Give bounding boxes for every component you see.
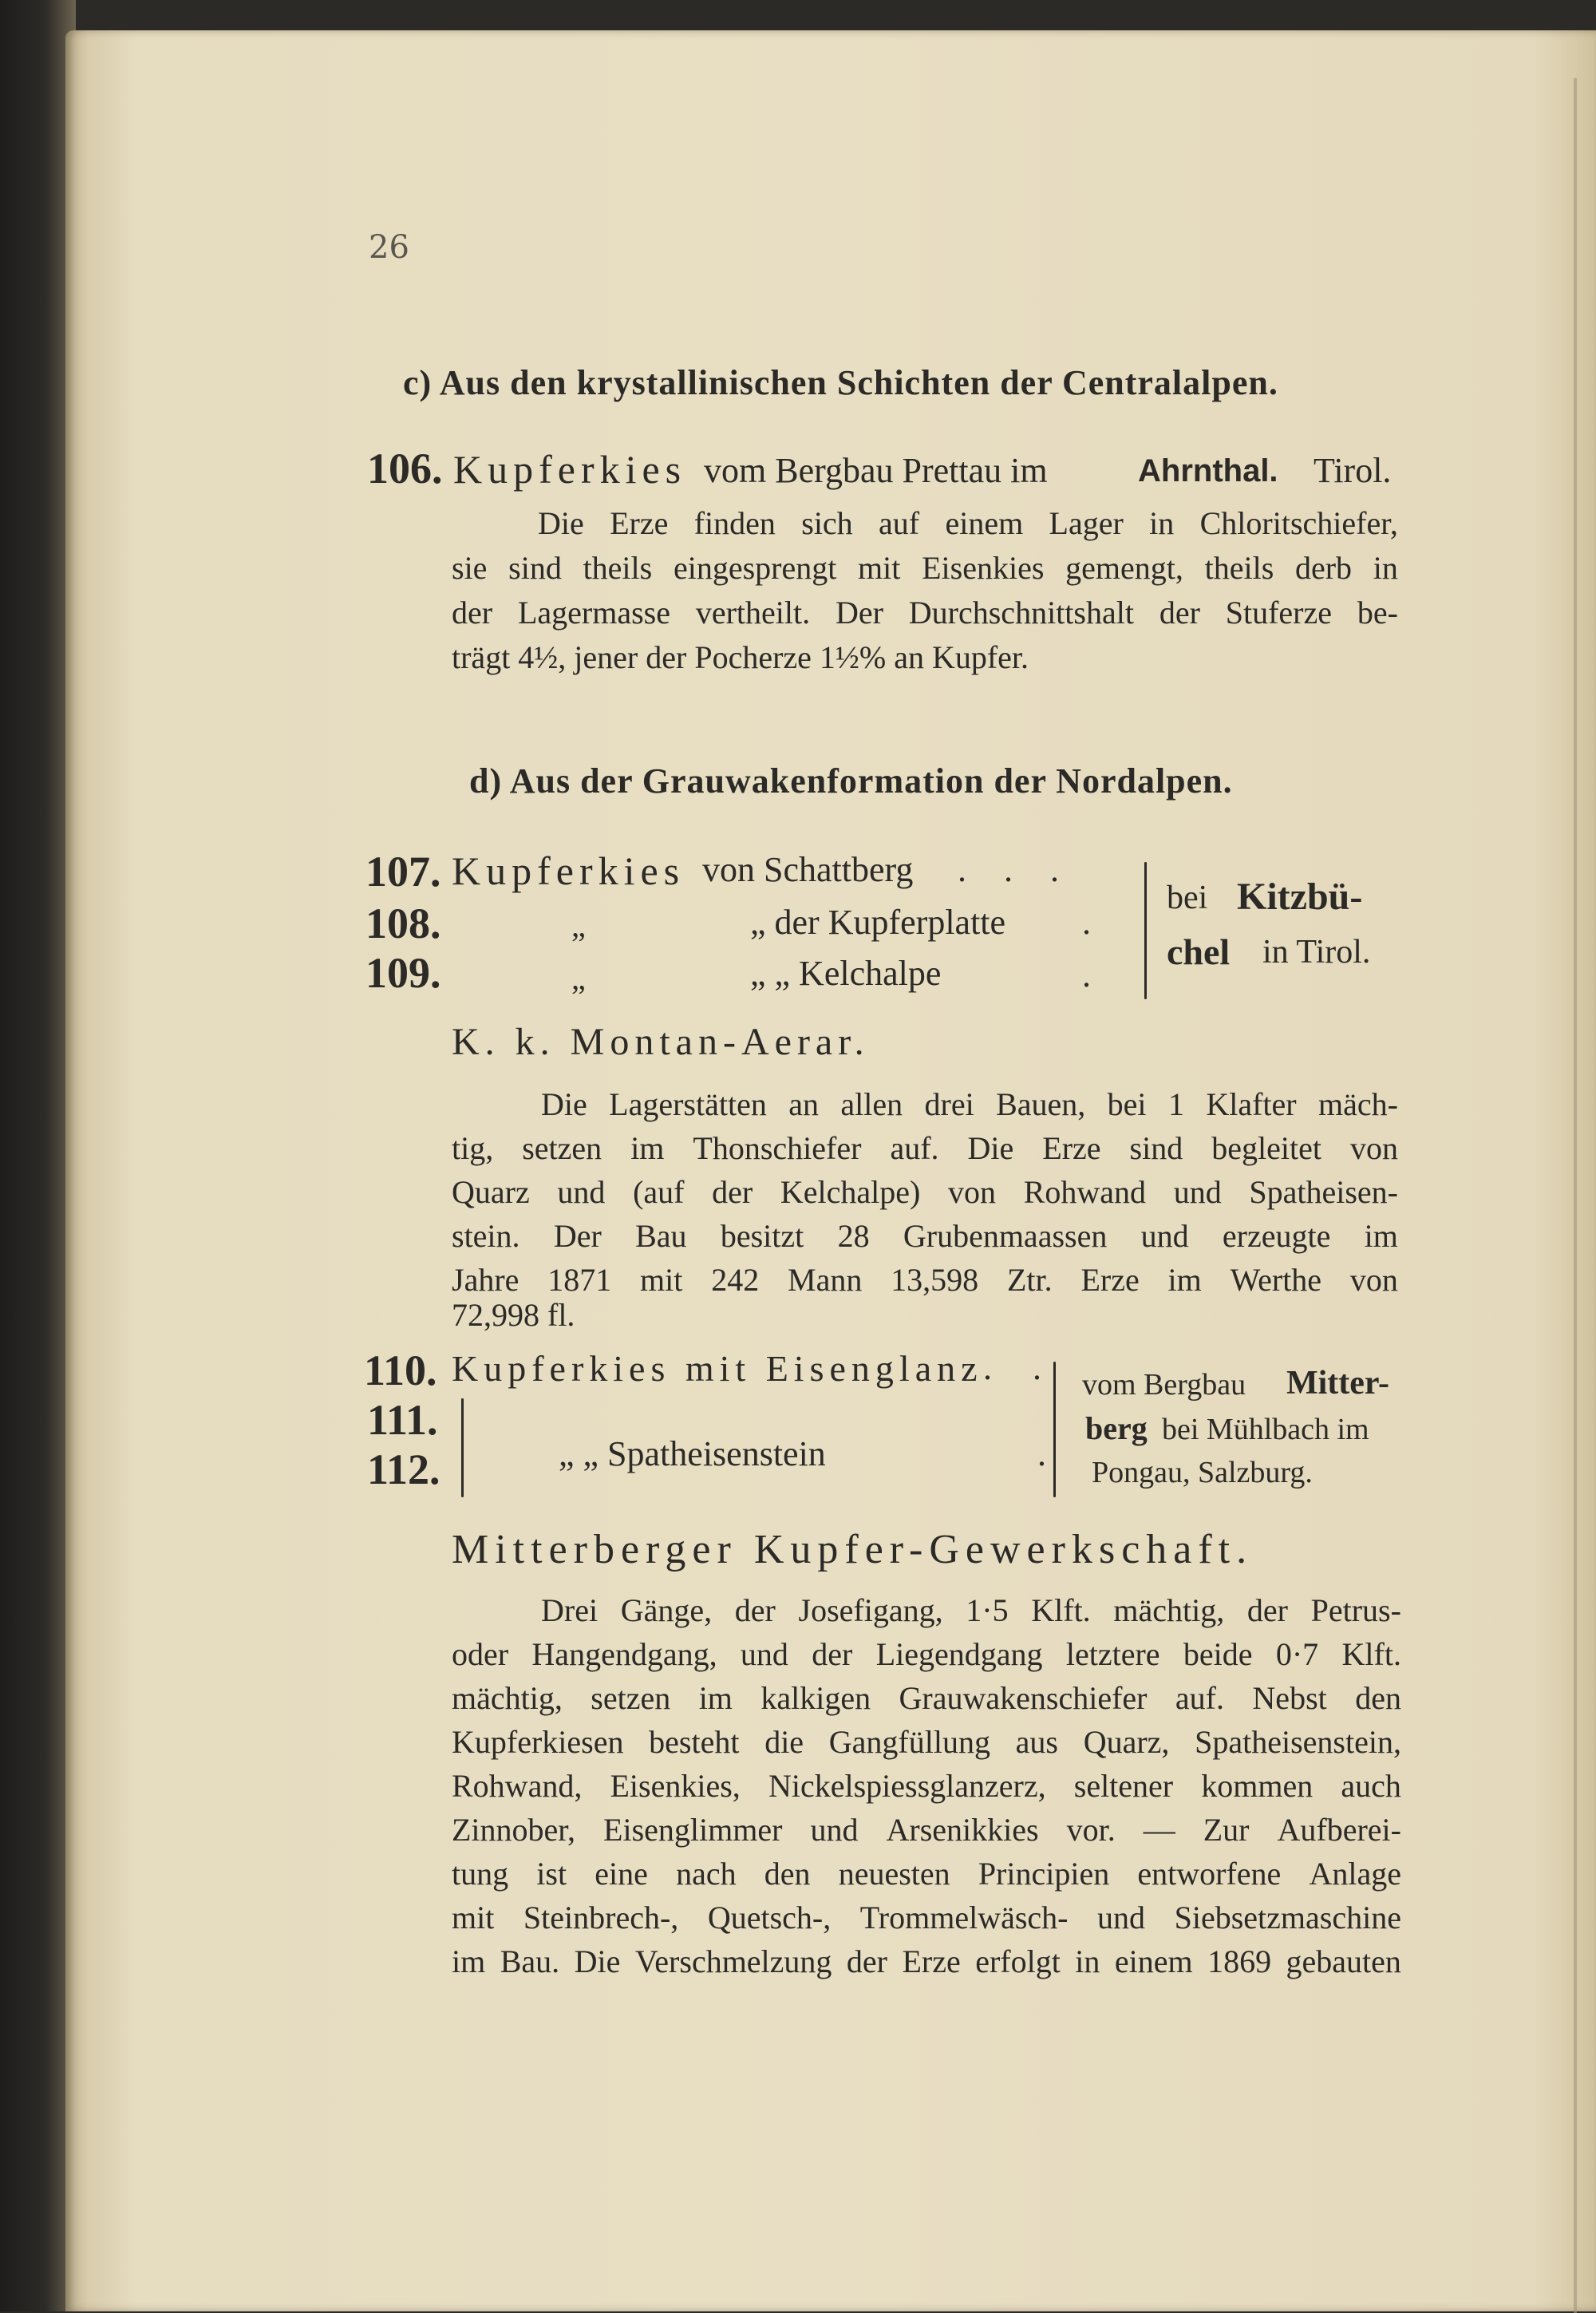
items-107-109-last-line: 72,998 fl. — [452, 1297, 575, 1333]
word: eine — [595, 1856, 648, 1892]
paragraph-line — [452, 1264, 1398, 1296]
item-106-text: vom Bergbau Prettau im — [704, 451, 1048, 490]
word: Klft. — [1341, 1636, 1401, 1672]
word: in — [1075, 1943, 1100, 1979]
word: in — [1149, 505, 1175, 541]
word: besitzt — [720, 1218, 804, 1254]
word: seltener — [1073, 1768, 1174, 1804]
word: erzeugte — [1222, 1218, 1331, 1254]
word: Nebst — [1252, 1680, 1327, 1716]
word: der — [812, 1636, 853, 1672]
word: Petrus- — [1310, 1592, 1401, 1628]
word: Aufberei- — [1277, 1812, 1401, 1848]
word: auf. — [1175, 1680, 1224, 1716]
word: Erze — [902, 1943, 961, 1979]
word: entworfene — [1137, 1856, 1282, 1892]
word: Klft. — [1031, 1592, 1091, 1628]
word: Lager — [1049, 505, 1124, 541]
word: Gangfüllung — [828, 1724, 990, 1760]
word: und — [740, 1636, 788, 1672]
word: setzen — [522, 1130, 602, 1166]
loc-110-line2: bei Mühlbach im — [1162, 1413, 1369, 1446]
word: Spatheisen- — [1249, 1174, 1398, 1210]
word: Josefigang, — [798, 1592, 943, 1628]
word: im — [698, 1680, 733, 1716]
word: Eisenkies, — [610, 1768, 741, 1804]
word: Stuferze — [1225, 595, 1333, 631]
word: Bau — [635, 1218, 687, 1254]
item-109-place: „ „ Kelchalpe — [750, 954, 942, 993]
word: erfolgt — [975, 1943, 1061, 1979]
item-112-text: „ „ Spatheisenstein — [559, 1434, 826, 1473]
word: letztere — [1065, 1636, 1160, 1672]
word: sie — [452, 550, 488, 586]
word: Eisenglimmer — [603, 1812, 783, 1848]
word: Lagermasse — [517, 595, 670, 631]
word: Der — [553, 1218, 602, 1254]
word: tig, — [452, 1130, 494, 1166]
word: Zinnober, — [452, 1812, 576, 1848]
item-109-ditto: „ — [571, 960, 586, 996]
word: Thonschiefer — [693, 1130, 862, 1166]
word: kalkigen — [760, 1680, 871, 1716]
item-106-last-line: trägt 4½, jener der Pocherze 1½% an Kupfer. — [452, 639, 1029, 675]
item-106-region: Tirol. — [1314, 451, 1392, 490]
word: begleitet — [1211, 1130, 1321, 1166]
word: sich — [801, 505, 853, 541]
word: vor. — [1066, 1812, 1116, 1848]
item-109-number: 109. — [365, 949, 441, 997]
word: und — [1097, 1900, 1146, 1935]
word: Die — [541, 1086, 587, 1122]
word: von — [1349, 1262, 1398, 1298]
word: im — [452, 1943, 486, 1979]
word: der — [712, 1174, 753, 1210]
word: — — [1143, 1812, 1175, 1848]
word: und — [1140, 1218, 1189, 1254]
word: von — [948, 1174, 997, 1210]
word: derb — [1294, 550, 1353, 586]
word: bei — [1107, 1086, 1147, 1122]
page-number: 26 — [369, 229, 409, 266]
paragraph-line — [452, 1902, 1401, 1934]
word: der — [452, 595, 493, 631]
word: aus — [1015, 1724, 1058, 1760]
word: mächtig, — [1113, 1592, 1225, 1628]
word: im — [630, 1130, 665, 1166]
item-110-text: Kupferkies mit Eisenglanz — [452, 1348, 983, 1389]
item-107-mineral: Kupferkies — [452, 848, 685, 893]
paragraph-line — [452, 1814, 1401, 1846]
word: Die — [538, 505, 584, 541]
owner-mitterberger: Mitterberger Kupfer-Gewerkschaft. — [452, 1527, 1254, 1572]
word: Arsenikkies — [886, 1812, 1039, 1848]
item-108-place: „ der Kupferplatte — [750, 903, 1006, 942]
item-112-dots: . — [1037, 1434, 1046, 1473]
loc-110-line3: Pongau, Salzburg. — [1092, 1456, 1313, 1489]
word: setzen — [591, 1680, 671, 1716]
loc-110-line1-bold: Mitter- — [1286, 1365, 1389, 1402]
word: 28 — [837, 1218, 870, 1254]
paragraph-line — [452, 1176, 1398, 1208]
item-106-mineral: Kupferkies — [453, 447, 687, 492]
scan-background — [0, 0, 76, 2311]
word: Chloritschiefer, — [1199, 505, 1398, 541]
paragraph-line — [452, 552, 1398, 584]
word: stein. — [452, 1218, 520, 1254]
word: Nickelspiessglanzerz, — [768, 1768, 1046, 1804]
paragraph-line — [452, 1636, 1401, 1672]
word: im — [1364, 1218, 1398, 1254]
paragraph-line — [452, 1858, 1401, 1890]
word: Quarz — [452, 1174, 530, 1210]
word: Kupferkiesen — [452, 1724, 624, 1760]
word: der — [1159, 595, 1200, 631]
word: Erze — [1042, 1130, 1101, 1166]
word: Die — [574, 1943, 621, 1979]
item-110-number: 110. — [364, 1346, 437, 1394]
word: be- — [1357, 595, 1398, 631]
word: Spatheisenstein, — [1195, 1724, 1401, 1760]
word: finden — [693, 505, 776, 541]
word: Principien — [978, 1856, 1110, 1892]
item-107-dots: . . . — [958, 850, 1073, 889]
location-bold-1: Kitzbü- — [1237, 876, 1363, 918]
word: der — [846, 1943, 887, 1979]
word: Eisenkies — [922, 550, 1045, 586]
word: 1869 — [1207, 1943, 1272, 1979]
word: die — [764, 1724, 804, 1760]
word: einem — [945, 505, 1024, 541]
word: gemengt, — [1065, 550, 1183, 586]
word: Mann — [788, 1262, 863, 1298]
right-brace-107-109 — [1144, 862, 1147, 999]
word: sind — [508, 550, 562, 586]
word: oder — [452, 1636, 509, 1672]
word: Anlage — [1309, 1856, 1401, 1892]
word: und — [1173, 1174, 1222, 1210]
word: Ztr. — [1006, 1262, 1053, 1298]
word: Rohwand, — [452, 1768, 583, 1804]
word: tung — [452, 1856, 509, 1892]
page-fold-shadow — [1574, 78, 1577, 2313]
word: Durchschnittshalt — [908, 595, 1134, 631]
paragraph-line — [452, 1682, 1401, 1714]
item-106-number: 106. — [367, 445, 443, 492]
word: Verschmelzung — [634, 1943, 832, 1979]
word: im — [1167, 1262, 1202, 1298]
word: Jahre — [452, 1262, 519, 1298]
word: ist — [536, 1856, 567, 1892]
word: sind — [1129, 1130, 1183, 1166]
word: Liegendgang — [875, 1636, 1043, 1672]
word: einem — [1114, 1943, 1193, 1979]
word: kommen — [1201, 1768, 1314, 1804]
word: auf. — [890, 1130, 939, 1166]
word: Grubenmaassen — [903, 1218, 1108, 1254]
word: 1871 — [547, 1262, 612, 1298]
word: eingesprengt — [673, 550, 837, 586]
item-109-dots: . — [1082, 955, 1091, 994]
word: Trommelwäsch- — [859, 1900, 1069, 1935]
item-111-number: 111. — [367, 1396, 438, 1444]
item-108-dots: . — [1082, 903, 1091, 942]
item-112-number: 112. — [367, 1445, 440, 1493]
word: Grauwakenschiefer — [899, 1680, 1148, 1716]
word: 0·7 — [1275, 1636, 1319, 1672]
item-110-dots: . . — [983, 1348, 1057, 1387]
paragraph-line — [452, 1130, 1398, 1166]
word: mit — [452, 1900, 495, 1935]
word: Erze — [610, 505, 669, 541]
item-108-number: 108. — [365, 900, 441, 947]
word: mächtig, — [452, 1680, 563, 1716]
word: Zur — [1203, 1812, 1250, 1848]
word: vertheilt. — [695, 595, 811, 631]
word: Bauen, — [996, 1086, 1086, 1122]
right-brace-110-112 — [1053, 1362, 1056, 1497]
word: und — [810, 1812, 859, 1848]
word: (auf — [633, 1174, 685, 1210]
location-bold-2: chel — [1167, 931, 1231, 972]
word: gebauten — [1286, 1943, 1401, 1979]
word: den — [1355, 1680, 1401, 1716]
word: Quetsch-, — [707, 1900, 832, 1935]
left-brace-111-112 — [461, 1398, 464, 1497]
word: auch — [1341, 1768, 1401, 1804]
paragraph-line — [452, 1220, 1398, 1252]
word: Erze — [1080, 1262, 1140, 1298]
word: der — [734, 1592, 776, 1628]
word: mit — [858, 550, 901, 586]
word: allen — [840, 1086, 903, 1122]
paragraph-line — [541, 1086, 1398, 1122]
paragraph-line — [452, 1770, 1401, 1802]
word: Siebsetzmaschine — [1174, 1900, 1401, 1935]
location-pre: bei — [1167, 880, 1208, 916]
loc-110-line1: vom Bergbau — [1082, 1368, 1246, 1402]
word: und — [557, 1174, 606, 1210]
word: Drei — [541, 1592, 598, 1628]
word: Rohwand — [1023, 1174, 1147, 1210]
word: Werthe — [1230, 1262, 1322, 1298]
word: mit — [640, 1262, 683, 1298]
item-107-place: von Schattberg — [702, 850, 914, 889]
word: Steinbrech-, — [523, 1900, 679, 1935]
item-106-place: Ahrnthal. — [1138, 453, 1278, 488]
item-108-ditto: „ — [571, 907, 586, 943]
paragraph-line — [452, 1943, 1401, 1979]
word: von — [1349, 1130, 1398, 1166]
word: den — [764, 1856, 811, 1892]
section-d-heading: d) Aus der Grauwakenformation der Nordalpen. — [469, 761, 1233, 801]
word: 13,598 — [891, 1262, 979, 1298]
word: in — [1373, 550, 1398, 586]
word: Bau. — [500, 1943, 560, 1979]
word: Hangendgang, — [531, 1636, 717, 1672]
word: beide — [1183, 1636, 1253, 1672]
word: nach — [676, 1856, 737, 1892]
word: theils — [1204, 550, 1274, 586]
word: der — [1246, 1592, 1288, 1628]
word: 1 — [1167, 1086, 1184, 1122]
word: Der — [835, 595, 883, 631]
paragraph-line — [541, 1592, 1401, 1628]
paragraph-line — [452, 1726, 1401, 1758]
word: theils — [583, 550, 653, 586]
paragraph-line — [538, 505, 1398, 541]
word: besteht — [649, 1724, 740, 1760]
word: Quarz, — [1083, 1724, 1170, 1760]
word: Gänge, — [620, 1592, 713, 1628]
word: Lagerstätten — [609, 1086, 767, 1122]
location-post: in Tirol. — [1262, 934, 1371, 971]
word: 1·5 — [966, 1592, 1009, 1628]
word: drei — [924, 1086, 974, 1122]
section-c-heading: c) Aus den krystallinischen Schichten der Centralalpen. — [403, 363, 1278, 402]
owner-montan-aerar: K. k. Montan-Aerar. — [452, 1021, 870, 1063]
word: Klafter — [1206, 1086, 1297, 1122]
word: Kelchalpe) — [780, 1174, 921, 1210]
item-107-number: 107. — [365, 848, 441, 896]
word: Die — [967, 1130, 1014, 1166]
word: 242 — [711, 1262, 760, 1298]
word: an — [788, 1086, 819, 1122]
word: mäch- — [1317, 1086, 1398, 1122]
loc-110-line2-bold: berg — [1085, 1410, 1148, 1446]
word: neuesten — [838, 1856, 950, 1892]
word: auf — [879, 505, 920, 541]
paragraph-line — [452, 597, 1398, 629]
